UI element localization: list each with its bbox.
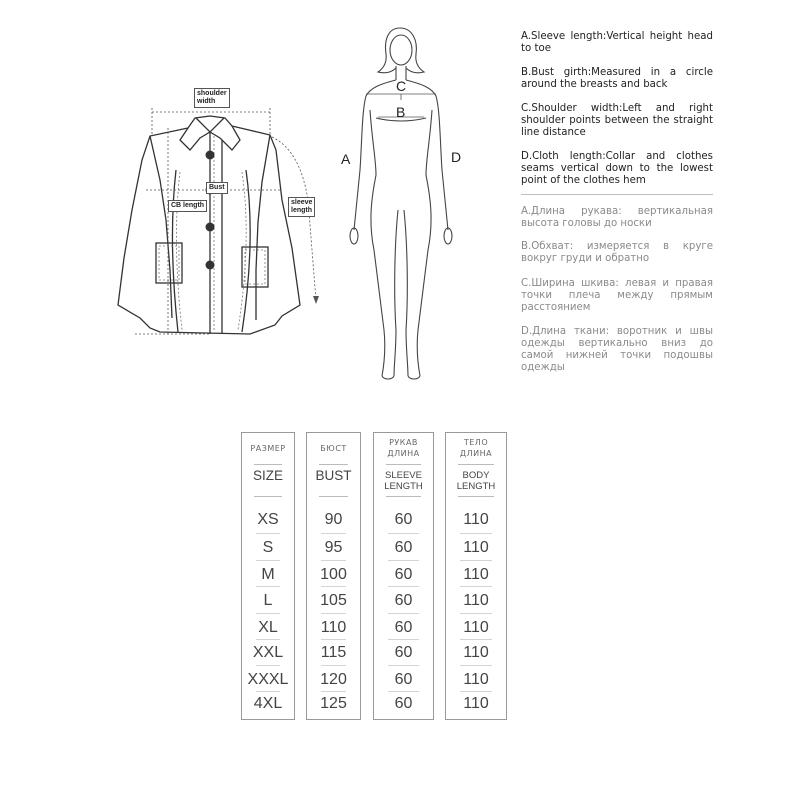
desc-cloth-length-ru: D.Длина ткани: воротник и швы одежды вертикально вниз до самой нижней точки подошвы одежды xyxy=(521,326,713,373)
size-cell: M xyxy=(261,566,275,583)
body-silhouette xyxy=(340,22,480,384)
sleeve-length-label xyxy=(288,197,315,217)
bust-column xyxy=(306,432,361,720)
body-length-cell: 110 xyxy=(463,695,489,712)
cb-length-label xyxy=(168,200,207,212)
shoulder-label-line2: width xyxy=(197,98,216,105)
figure-label-c: C xyxy=(396,78,407,94)
size-cell: S xyxy=(262,539,274,556)
bust-cell: 95 xyxy=(324,539,343,556)
size-column xyxy=(241,432,295,720)
desc-shoulder-width-ru: C.Ширина шкива: левая и правая точки плеча между прямым расстоянием xyxy=(521,278,713,313)
sleeve-cell: 60 xyxy=(394,619,413,636)
body-length-cell: 110 xyxy=(463,671,489,688)
size-cell: XXXL xyxy=(247,671,289,688)
desc-bust-girth-en: B.Bust girth:Measured in a circle around the breasts and back xyxy=(521,67,713,90)
description-divider xyxy=(521,194,713,195)
size-header-en: SIZE xyxy=(252,468,283,483)
body-length-header-ru: ТЕЛО ДЛИНА xyxy=(459,438,493,458)
body-length-cell: 110 xyxy=(463,644,489,661)
bust-cell: 105 xyxy=(320,592,347,609)
bust-header-en: BUST xyxy=(315,468,352,483)
bust-cell: 90 xyxy=(324,511,343,528)
size-cell: XXL xyxy=(252,644,284,661)
sleeve-cell: 60 xyxy=(394,671,413,688)
bust-cell: 100 xyxy=(320,566,347,583)
body-length-cell: 110 xyxy=(463,539,489,556)
desc-bust-girth-ru: B.Обхват: измеряется в круге вокруг груди и обратно xyxy=(521,241,713,264)
size-cell: XS xyxy=(257,511,279,528)
figure-label-d: D xyxy=(451,149,462,165)
size-cell: XL xyxy=(258,619,278,636)
sleeve-cell: 60 xyxy=(394,695,413,712)
cb-length-label-text: CB length xyxy=(171,202,205,209)
size-header-ru: РАЗМЕР xyxy=(250,444,286,453)
sleeve-header-en: SLEEVE LENGTH xyxy=(384,470,423,492)
figure-label-b: B xyxy=(396,104,406,120)
body-length-cell: 110 xyxy=(463,511,489,528)
sleeve-cell: 60 xyxy=(394,566,413,583)
sleeve-length-column xyxy=(373,432,434,720)
coat-diagram xyxy=(110,80,340,350)
bust-label xyxy=(206,182,228,194)
size-cell: 4XL xyxy=(253,695,283,712)
figure-label-a: A xyxy=(341,151,351,167)
desc-shoulder-width-en: C.Shoulder width:Left and right shoulder points between the straight line distance xyxy=(521,103,713,138)
body-length-header-en: BODY LENGTH xyxy=(456,470,496,492)
sleeve-header-ru: РУКАВ ДЛИНА xyxy=(387,438,420,458)
desc-cloth-length-en: D.Cloth length:Collar and clothes seams vertical down to the lowest point of the clothes hem xyxy=(521,151,713,186)
sleeve-cell: 60 xyxy=(394,592,413,609)
shoulder-width-label xyxy=(194,88,230,108)
desc-sleeve-length-en: A.Sleeve length:Vertical height head to toe xyxy=(521,31,713,54)
size-cell: L xyxy=(263,592,273,609)
sleeve-cell: 60 xyxy=(394,644,413,661)
body-length-cell: 110 xyxy=(463,592,489,609)
sleeve-label-line1: sleeve xyxy=(291,199,313,206)
shoulder-label-line1: shoulder xyxy=(197,90,227,97)
bust-cell: 125 xyxy=(320,695,347,712)
sleeve-cell: 60 xyxy=(394,539,413,556)
bust-label-text: Bust xyxy=(209,184,225,191)
sleeve-label-line2: length xyxy=(291,207,312,214)
body-figure xyxy=(340,22,480,384)
bust-cell: 120 xyxy=(320,671,347,688)
body-length-cell: 110 xyxy=(463,566,489,583)
body-length-cell: 110 xyxy=(463,619,489,636)
bust-cell: 115 xyxy=(320,644,347,661)
bust-header-ru: БЮСТ xyxy=(320,444,347,453)
bust-cell: 110 xyxy=(320,619,347,636)
sleeve-cell: 60 xyxy=(394,511,413,528)
body-length-column xyxy=(445,432,507,720)
desc-sleeve-length-ru: A.Длина рукава: вертикальная высота головы до носки xyxy=(521,206,713,229)
